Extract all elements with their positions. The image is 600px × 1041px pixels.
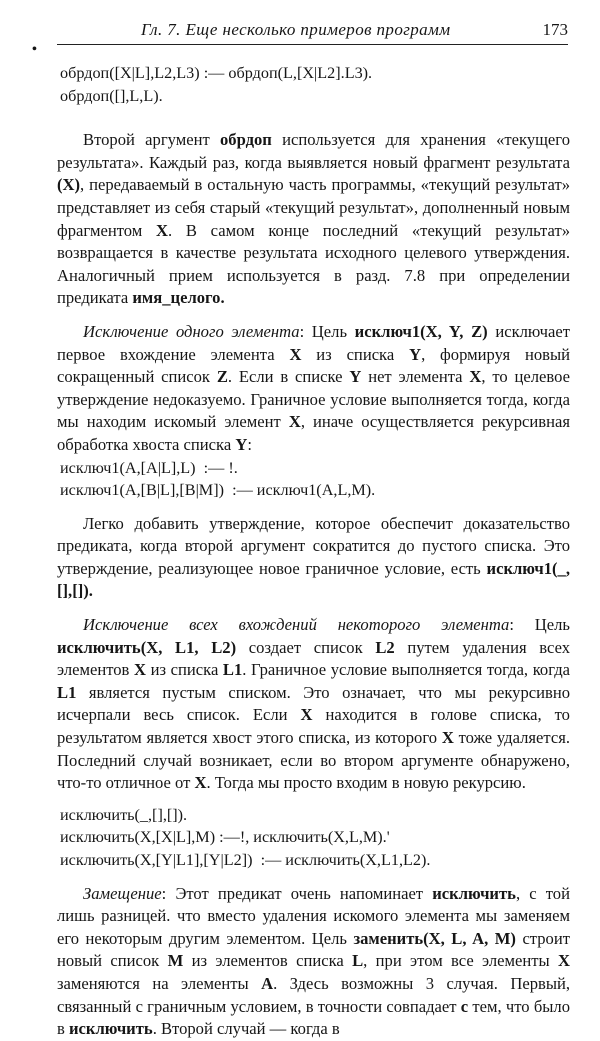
code-line: исключ1(A,[B|L],[B|M]) :— исключ1(A,L,M). — [60, 481, 376, 500]
paragraph: Второй аргумент обрдоп используется для хранения «текущего результата». Каждый раз, когда выявляется новый фрагмент результата (X), передаваемый в остальную часть программы, «текущий результат» представляет из себя старый «текущий результат», дополненный новым фрагментом X. В самом конце последний «текущий результат» возвращается в качестве результата исходного целевого утверждения. Аналогичный прием используется в разд. 7.8 при определении предиката имя_целого. — [57, 130, 570, 308]
paragraph: Исключение всех вхождений некоторого элемента: Цель исключить(X, L1, L2) создает список L2 путем удаления всех элементов X из списка L1. Граничное условие выполняется тогда, когда L1 является пустым списком. Это означает, что мы рекурсивно исчерпали весь список. Если X находится в голове списка, то результатом является хвост этого списка, из которого X тоже удаляется. Последний случай возникает, если во втором аргументе обнаружено, что-то отличное от X. Тогда мы просто входим в новую рекурсию. — [57, 615, 571, 793]
code-line: исключ1(A,[A|L],L) :— !. — [60, 458, 238, 477]
paragraph: Замещение: Этот предикат очень напоминает исключить, с той лишь разницей. что вместо удаления искомого элемента мы заменяем его некоторым другим элементом. Цель заменить(X, L, A, M) строит новый список M из элементов списка L, при этом все элементы X заменяются на элементы A. Здесь возможны 3 случая. Первый, связанный с граничным условием, в точности совпадает с тем, что было в исключить. Второй случай — когда в — [57, 883, 570, 1039]
paragraph: Легко добавить утверждение, которое обеспечит доказательство предиката, когда второй аргумент сократится до пустого списка. Это утверждение, реализующее новое граничное условие, есть исключ1(_,[],[]). — [57, 513, 570, 601]
code-line: исключить(X,[X|L],M) :—!, исключить(X,L,M).' — [60, 828, 390, 847]
code-line: исключить(X,[Y|L1],[Y|L2]) :— исключить(X,L1,L2). — [60, 851, 431, 869]
running-header — [57, 18, 568, 45]
code-line: исключить(_,[],[]). — [60, 805, 188, 824]
page-body — [57, 62, 570, 1041]
code-line: обрдоп([X|L],L2,L3) :— обрдоп(L,[X|L2].L3). — [60, 64, 373, 82]
page-number: 173 — [542, 20, 568, 39]
code-line: обрдоп([],L,L). — [60, 86, 163, 105]
paragraph: Исключение одного элемента: Цель исключ1(X, Y, Z) исключает первое вхождение элемента X из списка Y, формируя новый сокращенный список Z. Если в списке Y нет элемента X, то целевое утверждение недоказуемо. Граничное условие выполняется тогда, когда мы находим искомый элемент X, иначе осуществляется рекурсивная обработка хвоста списка Y: — [57, 321, 571, 454]
running-title: Гл. 7. Еще несколько примеров программ — [141, 20, 451, 39]
margin-bullet-mark: • — [32, 42, 37, 57]
